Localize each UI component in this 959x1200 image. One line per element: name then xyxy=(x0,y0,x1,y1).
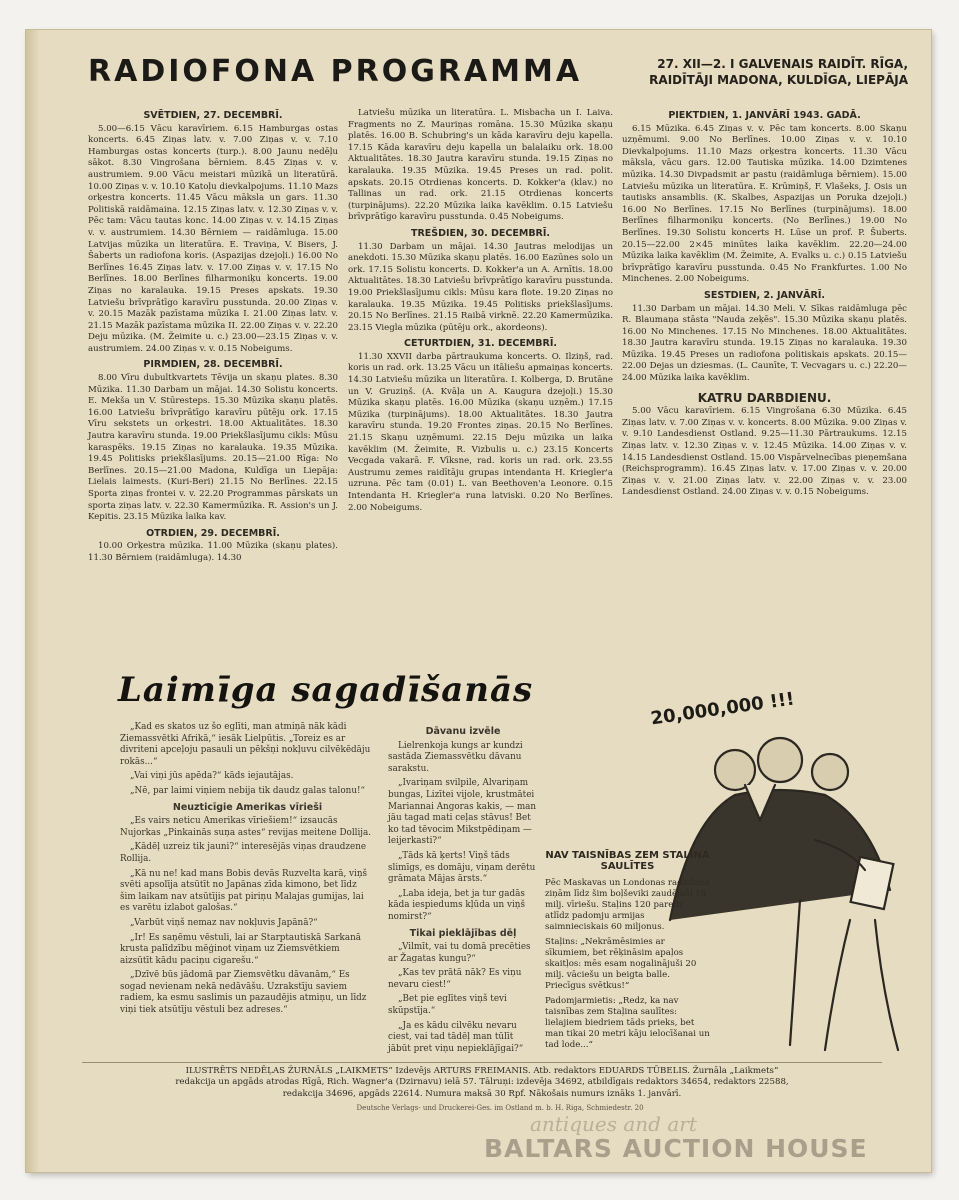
humor-article-2 xyxy=(388,722,538,1058)
humor-article-1 xyxy=(120,722,375,1020)
article-paragraph: „Kas tev prātā nāk? Es viņu nevaru ciest!“ xyxy=(388,968,522,990)
schedule-thursday: 11.30 XXVII darba pārtraukuma koncerts. O. Ilziņš, rad. koris un rad. ork. 13.25 Vācu un itāliešu apmaiņas koncerts. 14.30 Latviešu mūzika un literatūra. I. Kolberga, D. Brutāne un V. Gruziņš. (A. Kvāļa un A. Kaugura dzejoļi.) 15.30 Mūzika skaņu platēs. 16.00 Mūzika (skaņu uzņēm.) 17.15 Mūzika (turpinājums). 18.00 Aktualitātes. 18.30 Jautra karavīru stunda. 19.20 Frontes ziņas. 20.15 No Berlīnes. 21.15 Skaņu uzņēmumi. 22.15 Deju mūzika un laika kavēklim (M. Žeimite, R. Vizbulis u. c.) 23.15 Koncerts Vecgada vakarā. F. Vīksne, rad. koris un rad. ork. 23.55 Austrumu zemes raidītāju grupas intendanta H. Kriegler'a uzruna. Pēc tam (0.01) L. van Beethoven'a Leonore. 0.15 Intendanta H. Kriegler'a runa latviski. 0.20 No Berlīnes. 2.00 Nobeigums. xyxy=(348,351,613,513)
day-heading-wednesday: TREŠDIEN, 30. DECEMBRĪ. xyxy=(410,227,551,239)
masthead xyxy=(88,54,908,104)
heading-every-weekday: KATRU DARBDIENU. xyxy=(697,390,832,405)
satire-soldier-quote: Padomjarmietis: „Redz, ka nav taisnības zem Staļina saulītes: lielajiem biedriem tāds prieks, bet man tikai 20 metri kāju ielocīšanai un tad lode...“ xyxy=(545,996,710,1050)
cartoon-caption: 20,000,000 !!! xyxy=(649,688,796,730)
day-heading-monday: PIRMDIEN, 28. DECEMBRĪ. xyxy=(143,359,283,371)
footer-line-1: ILUSTRĒTS NEDĒĻAS ŽURNĀLS „LAIKMETS“ Izdevējs ARTURS FREIMANIS. Atb. redaktors EDUARDS TŪBELIS. Žurnāla „Laikmets“ xyxy=(185,1066,779,1076)
schedule-sunday: 5.00—6.15 Vācu karavīriem. 6.15 Hamburgas ostas koncerts. 6.45 Ziņas latv. v. 7.00 Ziņas v. v. 7.10 Hamburgas ostas koncerts (turp.). 8.00 Jaunu nedēļu sākot. 8.30 Vingrošana bērniem. 8.45 Ziņas v. v. austrumiem. 9.00 Vācu meistari mūzikā un literatūrā. 10.00 Ziņas v. v. 10.10 Katoļu dievkalpojums. 11.10 Mazs orķestra koncerts. 11.45 Vācu māksla un gars. 11.30 Politiskā raidāmaina. 12.15 Ziņas latv. v. 12.30 Ziņas v. v. Pēc tam: Vācu tautas konc. 14.00 Ziņas v. v. 14.15 Ziņas v. v. austrumiem. 14.30 Bērniem — raidāmluga. 15.00 Latvijas mūzika un literatūra. E. Traviņa, V. Bisers, J. Šaberts un radiofona koris. (Aspazijas dzejoļi.) 16.00 No Berlīnes 16.45 Ziņas latv. v. 17.00 Ziņas v. v. 17.15 No Berlīnes. 18.00 Berlīnes filharmoniķu koncerts. 19.00 Ziņas no karalauka. 19.15 Preses apskats. 19.30 Latviešu brīvprātīgo karavīru pusstunda. 20.00 Ziņas v. v. 20.15 Mazāk pazīstama mūzika I. 21.00 Ziņas latv. v. 21.15 Mazāk pazīstama mūzika II. 22.00 Ziņas v. v. 22.20 Deju mūzika. (M. Žeimite u. c.) 23.00—23.15 Ziņas v. v. austrumiem. 24.00 Ziņas v. v. 0.15 Nobeigums. xyxy=(88,123,338,354)
masthead-line-2: RAIDĪTĀJI MADONA, KULDĪGA, LIEPĀJA xyxy=(649,73,908,87)
article-subheading: Dāvanu izvēle xyxy=(425,726,501,737)
article-paragraph: „Ivariņam svilpile, Alvariņam bungas, Lizītei vijole, krustmātei Mariannai Angoras kakis, — man jāu tagad mati ceļas stāvus! Bet ko tad tēvocim Mikstpēdiņam — leijerkasti?“ xyxy=(388,778,537,847)
article-paragraph: „Vai viņi jūs apēda?“ kāds iejautājas. xyxy=(130,771,294,782)
schedule-wednesday: 11.30 Darbam un mājai. 14.30 Jautras melodijas un anekdoti. 15.30 Mūzika skaņu platēs. 16.00 Eazūnes solo un ork. 17.15 Solistu koncerts. D. Kokker'a un A. Arnītis. 18.00 Aktualitātes. 18.30 Latviešu brīvprātīgo karavīru pusstunda. 19.00 Priekšlasījumu cikls: Mūsu kara flote. 19.20 Ziņas no karalauka. 19.35 Mūzika. 19.45 Politisks priekšlasījums. 20.15 No Berlīnes. 21.15 Raibā virknē. 22.20 Kamermūzika. 23.15 Viegla mūzika (pūtēju ork., akordeons). xyxy=(348,241,613,333)
schedule-tuesday-cont: Latviešu mūzika un literatūra. L. Misbacha un I. Laiva. Fragments no Z. Mauriņas romāna. 15.30 Mūzika skaņu platēs. 16.00 B. Schubring's un kāda karavīru deju kapella. 17.15 Kāda karavīru deju kapella un balalaiku ork. 18.00 Aktualitātes. 18.30 Jautra karavīru stunda. 19.15 Ziņas no karalauka. 19.35 Mūzika. 19.45 Preses un rad. polit. apskats. 20.15 Otrdienas koncerts. D. Kokker'a (klav.) no Tallinas un rad. ork. 21.15 Otrdienas koncerts (turpinājums). 22.20 Mūzika laika kavēklim. 0.15 Latviešu brīvprātīgo karavīru pusstunda. 0.45 Nobeigums. xyxy=(348,108,613,223)
page-title: RADIOFONA PROGRAMMA xyxy=(88,54,583,89)
footer-line-3: redakcija 34696, apgāds 22614. Numura maksā 30 Rpf. Nākošais numurs iznāks 1. janvārī. xyxy=(282,1088,682,1099)
article-paragraph: „Bet pie eglītes viņš tevi skūpstīja.“ xyxy=(388,994,507,1017)
article-paragraph: „Vilmīt, vai tu domā precēties ar Žagatas kungu?“ xyxy=(388,942,531,964)
stalin-satire-box xyxy=(545,850,710,1055)
schedule-monday: 8.00 Vīru dubultkvartets Tēvija un skaņu plates. 8.30 Mūzika. 11.30 Darbam un mājai. 14.30 Solistu koncerts. E. Mekša un V. Stūresteps. 15.30 Mūzika skaņu platēs. 16.00 Latviešu brīvprātīgo karavīru pūtēju ork. 17.15 Vīru sekstets un orķestri. 18.00 Aktualitātes. 18.30 Jautra karavīru stunda. 19.00 Priekšlasījumu cikls: Mūsu karaspēks. 19.15 Ziņas no karalauka. 19.35 Mūzika. 19.45 Politisks priekšlasījums. 20.15—21.00 Rīga: No Berlīnes. 20.15—21.00 Madona, Kuldīga un Liepāja: Lielais laimests. (Kuri-Beri) 21.15 No Berlīnes. 22.15 Sporta ziņas frontei v. v. 22.20 Programmas pārskats un sporta ziņas latv. v. 22.30 Kamermūzika. R. Assion's un J. Kepitis. 23.15 Mūzika laika kav. xyxy=(88,373,338,523)
article-paragraph: „Kad es skatos uz šo eglīti, man atmiņā nāk kādi Ziemassvētki Afrikā,“ iesāk Lielpūtis. „Toreiz es ar divriteni apceļoju pasauli un pēkšņi nokļuvu cilvēkēdāju rokās...“ xyxy=(120,722,371,767)
watermark-brand: BALTARS AUCTION HOUSE xyxy=(484,1134,868,1163)
day-heading-tuesday: OTRDIEN, 29. DECEMBRĪ. xyxy=(146,527,280,539)
humor-section-banner: Laimīga sagadīšanās xyxy=(118,670,534,710)
footer-line-2: redakcija un apgāds atrodas Rīgā, Rich. Wagner'a (Dzirnavu) ielā 57. Tālruņi: izdevēja 34692, atbildīgais redaktors 34654, redaktors 22588, xyxy=(175,1077,789,1088)
article-paragraph: Lielrenkoja kungs ar kundzi sastāda Ziemassvētku dāvanu sarakstu. xyxy=(388,740,523,774)
article-paragraph: „Laba ideja, bet ja tur gadās kāda iespiedums kļūda un viņš nomirst?“ xyxy=(388,888,525,922)
schedule-friday: 6.15 Mūzika. 6.45 Ziņas v. v. Pēc tam koncerts. 8.00 Skaņu uzņēmumi. 9.00 No Berlīnes. 10.00 Ziņas v. v. 10.10 Dievkalpojums. 11.10 Mazs orķestra koncerts. 11.30 Vācu māksla, vācu gars. 12.00 Tautiska mūzika. 14.00 Dzimtenes mūzika. 14.30 Divpadsmit ar pastu (raidāmluga bērniem). 15.00 Latviešu mūzika un literatūra. E. Krūmiņš, F. Vlašeks, J. Osis un tautisks ansamblis. (K. Skalbes, Aspazijas un Poruka dzejoļi.) 16.00 No Berlīnes. 17.15 No Berlīnes (turpinājums). 18.00 Berlīnes filharmoniķu koncerts. (No Berlīnes.) 19.00 No Berlīnes. 19.30 Solistu koncerts H. Lūse un prof. P. Šuberts. 20.15—22.00 2×45 minūtes laika kavēklim. 22.20—24.00 Mūzika laika kavēklim (M. Žeimite, A. Evalks u. c.) 0.15 Latviešu brīvprātīgo karavīru pusstunda. 0.45 No Frankfurtes. 1.00 No Minchenes. 2.00 Nobeigums. xyxy=(622,123,907,285)
schedule-column-1 xyxy=(88,108,338,569)
article-paragraph: „Varbūt viņš nemaz nav nokļuvis Japānā?“ xyxy=(130,917,318,928)
schedule-column-3 xyxy=(622,108,907,503)
article-paragraph: „Tāds kā ķerts! Viņš tāds slimīgs, es domāju, viņam derētu grāmata Mājas ārsts.“ xyxy=(388,850,536,885)
schedule-saturday: 11.30 Darbam un mājai. 14.30 Meli. V. Sīkas raidāmluga pēc R. Blaumaņa stāsta "Nauda zeķēs". 15.30 Mūzika skaņu platēs. 16.00 No Minchenes. 17.15 No Minchenes. 18.00 Aktualitātes. 18.30 Jautra karavīru stunda. 19.15 Ziņas no karalauka. 19.30 Mūzika. 19.45 Preses un radiofona politiskais apskats. 20.15—22.00 Dejas un dziesmas. (L. Caunīte, T. Vecvagars u. c.) 22.20—24.00 Mūzika laika kavēklim. xyxy=(622,303,907,384)
article-paragraph: „Kādēļ uzreiz tik jauni?“ interesējās viņas draudzene Rollija. xyxy=(120,842,367,864)
day-heading-thursday: CETURTDIEN, 31. DECEMBRĪ. xyxy=(404,338,557,350)
publisher-footer xyxy=(82,1062,882,1100)
schedule-column-2 xyxy=(348,108,613,518)
article-paragraph: „Nē, par laimi viņiem nebija tik daudz galas talonu!“ xyxy=(130,785,366,796)
article-paragraph: „Ja es kādu cilvēku nevaru ciest, vai tad tādēļ man tūlīt jābūt pret viņu nepieklājīgai?“ xyxy=(388,1020,524,1054)
page-fold-shadow xyxy=(26,30,40,1172)
schedule-every-weekday: 5.00 Vācu karavīriem. 6.15 Vingrošana 6.30 Mūzika. 6.45 Ziņas latv. v. 7.00 Ziņas v. v. koncerts. 8.00 Mūzika. 9.00 Ziņas v. v. 9.10 Landesdienst Ostland. 9.25—11.30 Pārtraukums. 12.15 Ziņas latv. v. 12.30 Ziņas v. v. 12.45 Mūzika. 14.00 Ziņas v. v. 14.15 Landesdienst Ostland. 15.00 Vispārvelnecības pieņemšana (Reichsprogramm). 16.45 Ziņas latv. v. 17.00 Ziņas v. v. 20.00 Ziņas v. v. 21.00 Ziņas latv. v. 22.00 Ziņas v. v. 23.00 Landesdienst Ostland. 24.00 Ziņas v. v. 0.15 Nobeigums. xyxy=(622,406,907,498)
satire-stalin-quote: Staļins: „Nekrāmēsimies ar sīkumiem, bet rēķināsim apaļos skaitļos: mēs esam nogalinājuši 20 milj. vāciešu un beigta balle. Priecīgus svētkus!“ xyxy=(545,937,697,991)
day-heading-sunday: SVĒTDIEN, 27. DECEMBRĪ. xyxy=(143,110,283,121)
printer-imprint: Deutsche Verlags- und Druckerei-Ges. im Ostland m. b. H. Riga, Schmiedestr. 20 xyxy=(356,1104,644,1112)
schedule-tuesday: 10.00 Orķestra mūzika. 11.00 Mūzika (skaņu plates). 11.30 Bērniem (raidāmluga). 14.30 xyxy=(88,541,338,563)
article-paragraph: „Kā nu ne! kad mans Bobis devās Ruzvelta karā, viņš svēti apsolīja atsūtīt no Japānas zīda kimono, bet līdz šim laikam nav atsūtījis pat piriņu Malajas gumijas, lai es varētu izlabot galošas.“ xyxy=(120,868,368,914)
satire-intro: Pēc Maskavas un Londonas radiofona ziņām līdz šim boļševiki zaudējuši 18 milj. vīriešu. Staļins 120 paredz atlīdz padomju armijas saimnieciskais 60 miljonus. xyxy=(545,878,710,932)
masthead-line-1: 27. XII—2. I GALVENAIS RAIDĪT. RĪGA, xyxy=(657,57,908,71)
article-paragraph: „Ir! Es saņēmu vēstuli, lai ar Starptautiskā Sarkanā krusta palīdzību mēģinot viņam uz Ziemsvētkiem aizsūtīt kādu paciņu cigarešu.“ xyxy=(120,932,362,966)
article-subheading: Neuzticīgie Amerikas vīrieši xyxy=(172,801,323,813)
article-paragraph: „Dzīvē būs jādomā par Ziemsvētku dāvanām,“ Es sogad nevienam nekā nedāvāšu. Uzrakstīju saviem radiem, ka esmu saslimis un pazaudējis atmiņu, un līdz viņi tiek atsūtīju vēstuli bez adreses.“ xyxy=(120,970,367,1016)
watermark-tagline: antiques and art xyxy=(530,1112,697,1136)
day-heading-saturday: SESTDIEN, 2. JANVĀRĪ. xyxy=(704,289,825,301)
article-subheading: Tikai pieklājības dēļ xyxy=(409,927,517,939)
masthead-subtitle xyxy=(588,56,908,88)
article-paragraph: „Es vairs neticu Amerikas vīriešiem!“ izsaucās Nujorkas „Pinkainās suņa astes“ revijas meitene Dollija. xyxy=(120,816,372,838)
day-heading-friday: PIEKTDIEN, 1. JANVĀRĪ 1943. GADĀ. xyxy=(668,110,861,121)
satire-heading: NAV TAISNĪBAS ZEM STAĻINA SAULĪTES xyxy=(545,850,710,872)
